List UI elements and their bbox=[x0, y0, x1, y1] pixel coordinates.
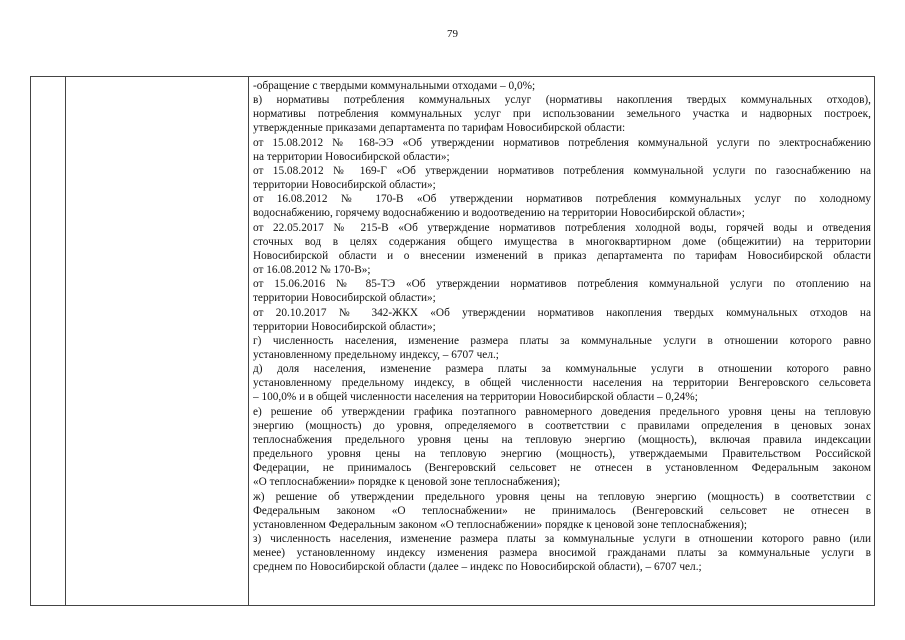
text-line: «О теплоснабжении» порядке к ценовой зоне теплоснабжения); bbox=[253, 476, 561, 489]
text-line: нормативы потребления коммунальных услуг при использовании земельного участка и надворных построек, bbox=[253, 108, 871, 121]
text-line: менее) установленному индексу изменения размера вносимой гражданами платы за коммунальные услуги в bbox=[253, 547, 871, 560]
text-line: на территории Новосибирской области»; bbox=[253, 150, 450, 163]
table-row bbox=[31, 77, 875, 606]
content-text bbox=[253, 79, 871, 574]
page-number: 79 bbox=[447, 28, 458, 40]
document-table bbox=[30, 76, 875, 606]
text-line: от 15.06.2016 № 85-ТЭ «Об утверждении нормативов потребления коммунальной услуги по отоплению на bbox=[253, 278, 871, 291]
text-line: от 20.10.2017 № 342-ЖКХ «Об утверждении нормативов накопления твердых коммунальных отходов на bbox=[253, 306, 871, 319]
text-line: сточных вод в целях содержания общего имущества в многоквартирном доме (общежитии) на территории bbox=[253, 235, 871, 248]
text-line: от 22.05.2017 № 215-В «Об утверждение нормативов потребления холодной воды, горячей воды и отведения bbox=[253, 221, 871, 234]
text-line: от 15.08.2012 № 169-Г «Об утверждении нормативов потребления коммунальной услуги по газоснабжению на bbox=[253, 164, 871, 177]
text-line: установленному предельному индексу, – 6707 чел.; bbox=[253, 348, 499, 361]
text-line: Новосибирской области и о внесении изменений в приказ департамента по тарифам Новосибирской области bbox=[253, 249, 871, 262]
text-line: -обращение с твердыми коммунальными отходами – 0,0%; bbox=[253, 80, 536, 92]
table-cell-empty-2 bbox=[66, 77, 249, 606]
text-line: утвержденные приказами департамента по тарифам Новосибирской области: bbox=[253, 122, 626, 135]
text-line: ж) решение об утверждении предельного уровня цены на тепловую энергию (мощность) в соответствии с bbox=[253, 490, 871, 503]
text-line: среднем по Новосибирской области (далее – индекс по Новосибирской области), – 6707 чел.; bbox=[253, 561, 702, 574]
text-line: Федерации, не принималось (Венгеровский сельсовет не отнесен в установленном Федеральным законом bbox=[253, 462, 871, 475]
text-line: территории Новосибирской области»; bbox=[253, 320, 436, 333]
table-cell-empty-1 bbox=[31, 77, 66, 606]
text-line: – 100,0% и в общей численности населения на территории Новосибирской области – 0,24%; bbox=[253, 391, 698, 404]
table-cell-content bbox=[249, 77, 875, 606]
text-line: Федеральным законом «О теплоснабжении» не принималось (Венгеровский сельсовет не отнесен в bbox=[253, 504, 871, 517]
text-line: от 16.08.2012 № 170-В»; bbox=[253, 264, 371, 277]
text-line: водоснабжению, горячему водоснабжению и водоотведению на территории Новосибирской области»; bbox=[253, 207, 745, 220]
text-line: территории Новосибирской области»; bbox=[253, 179, 436, 192]
text-line: е) решение об утверждении графика поэтапного равномерного доведения предельного уровня цены на тепловую bbox=[253, 405, 871, 418]
text-line: д) доля населения, изменение размера платы за коммунальные услуги в отношении которого равно bbox=[253, 363, 871, 376]
text-line: от 15.08.2012 № 168-ЭЭ «Об утверждении нормативов потребления коммунальной услуги по электроснабжению bbox=[253, 136, 871, 149]
text-line: установленном Федеральным законом «О теплоснабжении» порядке к ценовой зоне теплоснабжения); bbox=[253, 518, 748, 531]
text-line: теплоснабжения предельного уровня цены на тепловую энергию (мощность), включая правила индексации bbox=[253, 433, 871, 446]
text-line: территории Новосибирской области»; bbox=[253, 292, 436, 305]
text-line: предельного уровня цены на тепловую энергию (мощность), утверждаемыми Правительством Российской bbox=[253, 448, 871, 461]
text-line: г) численность населения, изменение размера платы за коммунальные услуги в отношении которого равно bbox=[253, 334, 871, 347]
text-line: в) нормативы потребления коммунальных услуг (нормативы накопления твердых коммунальных отходов), bbox=[253, 94, 871, 107]
text-line: от 16.08.2012 № 170-В «Об утверждении нормативов потребления коммунальных услуг по холодному bbox=[253, 193, 871, 206]
text-line: энергию (мощность) до уровня, определяемого в соответствии с правилами определения в ценовых зонах bbox=[253, 419, 871, 432]
text-line: установленному предельному индексу, в общей численности населения на территории Венгеровского сельсовета bbox=[253, 377, 871, 390]
text-line: з) численность населения, изменение размера платы за коммунальные услуги в отношении которого равно (или bbox=[253, 533, 871, 545]
